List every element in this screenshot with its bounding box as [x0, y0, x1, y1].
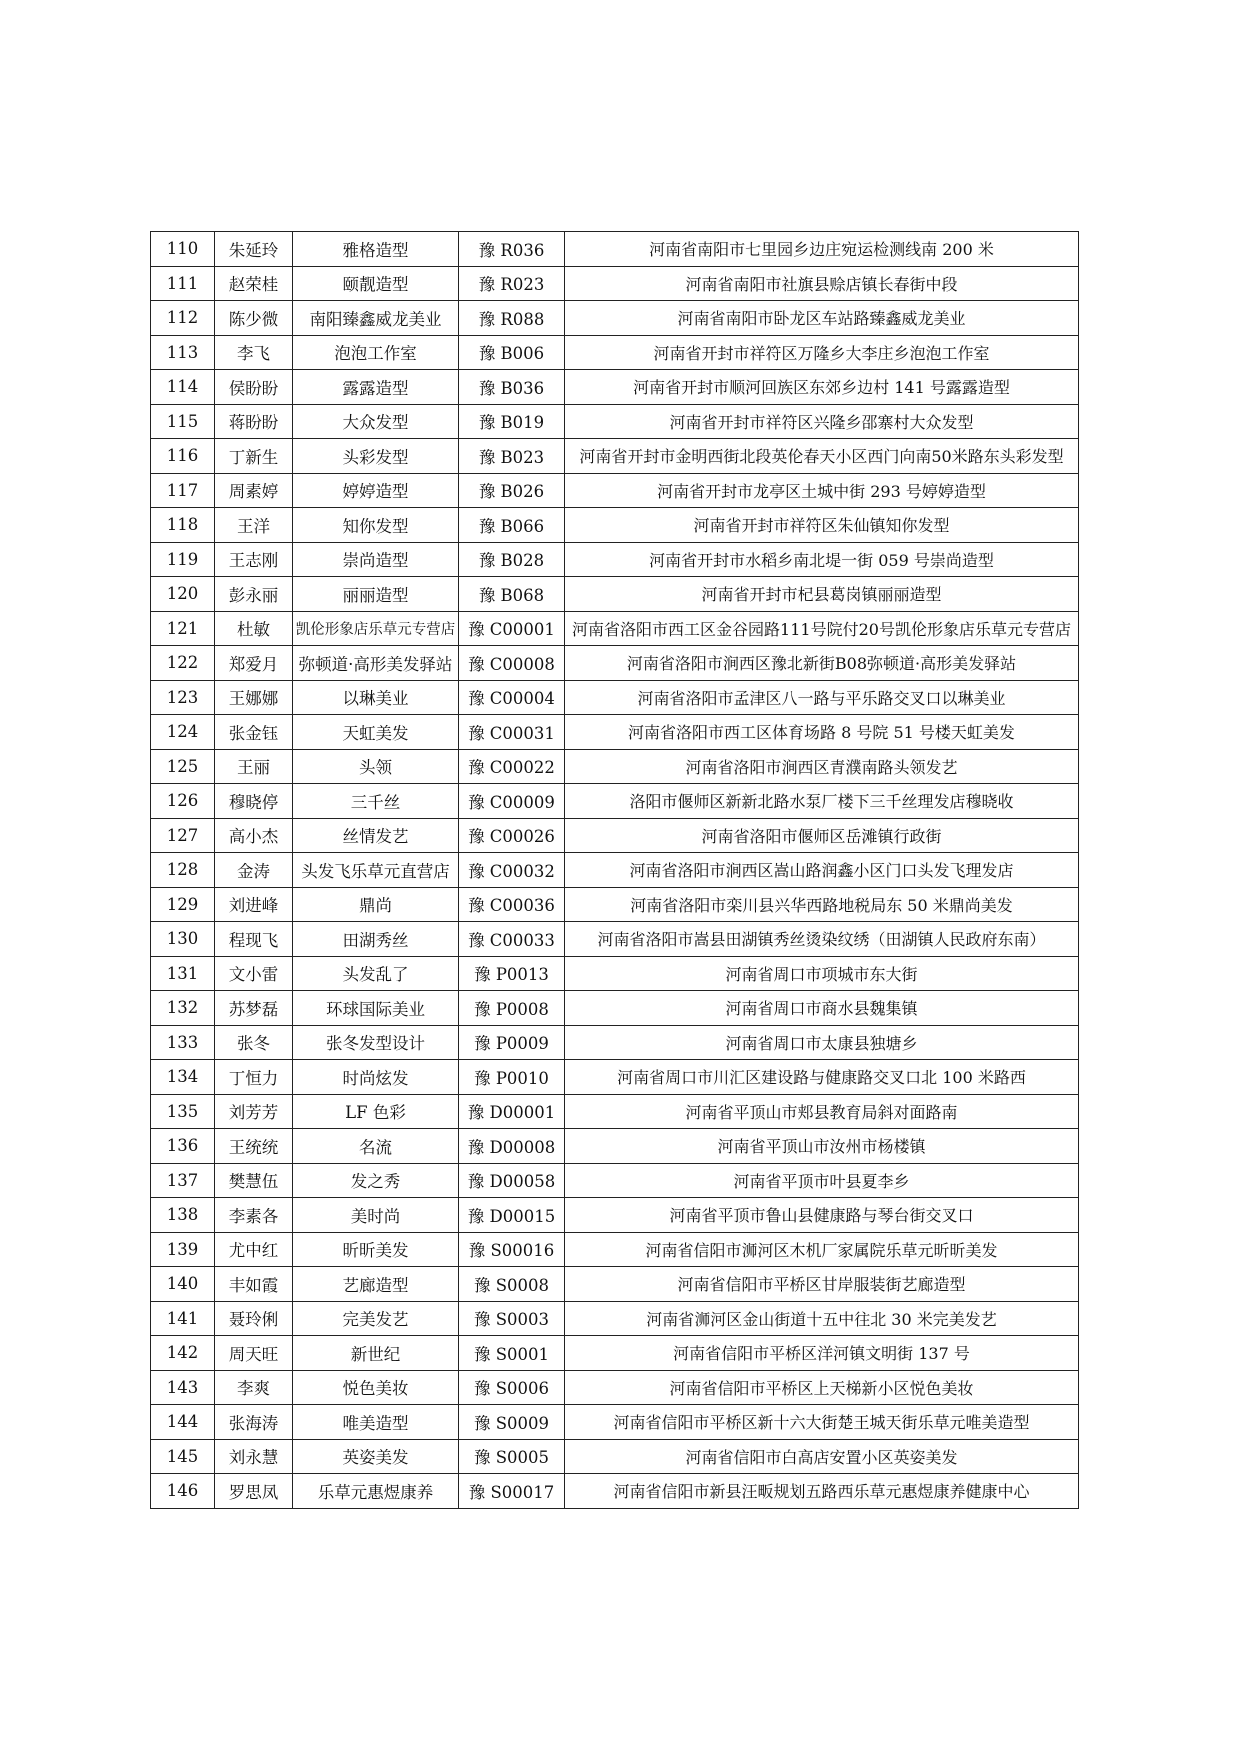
person-name-cell: 聂玲俐 [215, 1301, 293, 1336]
license-code-cell: 豫 B023 [459, 439, 565, 474]
row-number-cell: 135 [151, 1094, 215, 1129]
shop-name-cell: 三千丝 [293, 784, 459, 819]
shop-name-cell: 乐草元惠煜康养 [293, 1474, 459, 1509]
row-number-cell: 133 [151, 1025, 215, 1060]
shop-address-cell: 河南省洛阳市涧西区青濮南路头领发艺 [565, 749, 1079, 784]
shop-name-cell: 环球国际美业 [293, 991, 459, 1026]
shop-address-cell: 河南省洛阳市栾川县兴华西路地税局东 50 米鼎尚美发 [565, 887, 1079, 922]
license-code-cell: 豫 C00036 [459, 887, 565, 922]
table-row [151, 335, 1079, 370]
shop-name-cell: 美时尚 [293, 1198, 459, 1233]
license-code-cell: 豫 S00017 [459, 1474, 565, 1509]
table-row [151, 1094, 1079, 1129]
table-row [151, 1267, 1079, 1302]
shop-name-cell: 露露造型 [293, 370, 459, 405]
license-code-cell: 豫 S0001 [459, 1336, 565, 1371]
shop-address-cell: 河南省南阳市卧龙区车站路臻鑫威龙美业 [565, 301, 1079, 336]
table-row [151, 1336, 1079, 1371]
shop-name-cell: 弥顿道·高形美发驿站 [293, 646, 459, 681]
store-table [150, 231, 1079, 1509]
person-name-cell: 李素各 [215, 1198, 293, 1233]
shop-address-cell: 河南省周口市川汇区建设路与健康路交叉口北 100 米路西 [565, 1060, 1079, 1095]
person-name-cell: 李爽 [215, 1370, 293, 1405]
shop-name-cell: 丝情发艺 [293, 818, 459, 853]
person-name-cell: 周素婷 [215, 473, 293, 508]
row-number-cell: 111 [151, 266, 215, 301]
row-number-cell: 127 [151, 818, 215, 853]
shop-address-cell: 河南省开封市水稻乡南北堤一街 059 号崇尚造型 [565, 542, 1079, 577]
table-row [151, 1129, 1079, 1164]
person-name-cell: 郑爱月 [215, 646, 293, 681]
shop-address-cell: 河南省开封市祥符区兴隆乡邵寨村大众发型 [565, 404, 1079, 439]
row-number-cell: 129 [151, 887, 215, 922]
person-name-cell: 穆晓停 [215, 784, 293, 819]
table-row [151, 611, 1079, 646]
shop-address-cell: 河南省洛阳市西工区体育场路 8 号院 51 号楼天虹美发 [565, 715, 1079, 750]
shop-address-cell: 河南省开封市祥符区朱仙镇知你发型 [565, 508, 1079, 543]
shop-name-cell: 头彩发型 [293, 439, 459, 474]
license-code-cell: 豫 B028 [459, 542, 565, 577]
shop-name-cell: 田湖秀丝 [293, 922, 459, 957]
person-name-cell: 陈少微 [215, 301, 293, 336]
shop-name-cell: 悦色美妆 [293, 1370, 459, 1405]
shop-name-cell: 名流 [293, 1129, 459, 1164]
shop-address-cell: 河南省平顶市鲁山县健康路与琴台街交叉口 [565, 1198, 1079, 1233]
shop-address-cell: 河南省信阳市平桥区洋河镇文明街 137 号 [565, 1336, 1079, 1371]
license-code-cell: 豫 R036 [459, 232, 565, 267]
person-name-cell: 赵荣桂 [215, 266, 293, 301]
table-row [151, 1301, 1079, 1336]
row-number-cell: 130 [151, 922, 215, 957]
shop-name-cell: 头发飞乐草元直营店 [293, 853, 459, 888]
shop-name-cell: 时尚炫发 [293, 1060, 459, 1095]
license-code-cell: 豫 S0005 [459, 1439, 565, 1474]
person-name-cell: 刘进峰 [215, 887, 293, 922]
table-row [151, 508, 1079, 543]
table-row [151, 991, 1079, 1026]
license-code-cell: 豫 C00031 [459, 715, 565, 750]
shop-name-cell: 南阳臻鑫威龙美业 [293, 301, 459, 336]
table-row [151, 301, 1079, 336]
license-code-cell: 豫 S0009 [459, 1405, 565, 1440]
shop-address-cell: 河南省信阳市平桥区甘岸服装街艺廊造型 [565, 1267, 1079, 1302]
person-name-cell: 彭永丽 [215, 577, 293, 612]
shop-address-cell: 河南省开封市祥符区万隆乡大李庄乡泡泡工作室 [565, 335, 1079, 370]
license-code-cell: 豫 D00015 [459, 1198, 565, 1233]
table-row [151, 1060, 1079, 1095]
table-row [151, 887, 1079, 922]
shop-address-cell: 河南省开封市杞县葛岗镇丽丽造型 [565, 577, 1079, 612]
person-name-cell: 蒋盼盼 [215, 404, 293, 439]
shop-name-cell: 新世纪 [293, 1336, 459, 1371]
table-row [151, 266, 1079, 301]
row-number-cell: 144 [151, 1405, 215, 1440]
row-number-cell: 120 [151, 577, 215, 612]
shop-name-cell: 昕昕美发 [293, 1232, 459, 1267]
license-code-cell: 豫 D00001 [459, 1094, 565, 1129]
row-number-cell: 124 [151, 715, 215, 750]
table-row [151, 542, 1079, 577]
row-number-cell: 121 [151, 611, 215, 646]
person-name-cell: 丰如霞 [215, 1267, 293, 1302]
row-number-cell: 114 [151, 370, 215, 405]
row-number-cell: 136 [151, 1129, 215, 1164]
license-code-cell: 豫 P0008 [459, 991, 565, 1026]
shop-address-cell: 河南省南阳市七里园乡边庄宛运检测线南 200 米 [565, 232, 1079, 267]
row-number-cell: 137 [151, 1163, 215, 1198]
row-number-cell: 125 [151, 749, 215, 784]
license-code-cell: 豫 S0008 [459, 1267, 565, 1302]
shop-name-cell: 头发乱了 [293, 956, 459, 991]
table-row [151, 853, 1079, 888]
shop-address-cell: 河南省开封市顺河回族区东郊乡边村 141 号露露造型 [565, 370, 1079, 405]
person-name-cell: 张金钰 [215, 715, 293, 750]
shop-name-cell: 头领 [293, 749, 459, 784]
person-name-cell: 杜敏 [215, 611, 293, 646]
table-row [151, 956, 1079, 991]
row-number-cell: 138 [151, 1198, 215, 1233]
table-row [151, 1025, 1079, 1060]
shop-address-cell: 河南省洛阳市涧西区豫北新街B08弥顿道·高形美发驿站 [565, 646, 1079, 681]
shop-address-cell: 河南省信阳市浉河区木机厂家属院乐草元昕昕美发 [565, 1232, 1079, 1267]
row-number-cell: 112 [151, 301, 215, 336]
person-name-cell: 丁恒力 [215, 1060, 293, 1095]
license-code-cell: 豫 R023 [459, 266, 565, 301]
person-name-cell: 文小雷 [215, 956, 293, 991]
row-number-cell: 131 [151, 956, 215, 991]
shop-name-cell: 完美发艺 [293, 1301, 459, 1336]
shop-name-cell: 唯美造型 [293, 1405, 459, 1440]
shop-address-cell: 河南省洛阳市孟津区八一路与平乐路交叉口以琳美业 [565, 680, 1079, 715]
table-row [151, 1474, 1079, 1509]
shop-name-cell: 艺廊造型 [293, 1267, 459, 1302]
person-name-cell: 侯盼盼 [215, 370, 293, 405]
row-number-cell: 122 [151, 646, 215, 681]
person-name-cell: 刘芳芳 [215, 1094, 293, 1129]
shop-name-cell: 丽丽造型 [293, 577, 459, 612]
person-name-cell: 王志刚 [215, 542, 293, 577]
person-name-cell: 高小杰 [215, 818, 293, 853]
license-code-cell: 豫 S0003 [459, 1301, 565, 1336]
license-code-cell: 豫 S0006 [459, 1370, 565, 1405]
shop-name-cell: 英姿美发 [293, 1439, 459, 1474]
shop-name-cell: 颐靓造型 [293, 266, 459, 301]
shop-name-cell: 天虹美发 [293, 715, 459, 750]
row-number-cell: 139 [151, 1232, 215, 1267]
table-row [151, 715, 1079, 750]
shop-name-cell: 泡泡工作室 [293, 335, 459, 370]
license-code-cell: 豫 C00009 [459, 784, 565, 819]
shop-address-cell: 河南省浉河区金山街道十五中往北 30 米完美发艺 [565, 1301, 1079, 1336]
shop-address-cell: 河南省周口市项城市东大街 [565, 956, 1079, 991]
license-code-cell: 豫 C00001 [459, 611, 565, 646]
license-code-cell: 豫 D00058 [459, 1163, 565, 1198]
row-number-cell: 141 [151, 1301, 215, 1336]
person-name-cell: 王娜娜 [215, 680, 293, 715]
shop-address-cell: 河南省平顶市叶县夏李乡 [565, 1163, 1079, 1198]
table-row [151, 784, 1079, 819]
shop-name-cell: 婷婷造型 [293, 473, 459, 508]
person-name-cell: 王统统 [215, 1129, 293, 1164]
store-table-body [151, 232, 1079, 1509]
row-number-cell: 142 [151, 1336, 215, 1371]
shop-address-cell: 河南省周口市商水县魏集镇 [565, 991, 1079, 1026]
license-code-cell: 豫 B019 [459, 404, 565, 439]
row-number-cell: 128 [151, 853, 215, 888]
table-row [151, 439, 1079, 474]
row-number-cell: 117 [151, 473, 215, 508]
table-row [151, 1232, 1079, 1267]
shop-address-cell: 河南省周口市太康县独塘乡 [565, 1025, 1079, 1060]
row-number-cell: 123 [151, 680, 215, 715]
shop-name-cell: 以琳美业 [293, 680, 459, 715]
table-row [151, 577, 1079, 612]
person-name-cell: 尤中红 [215, 1232, 293, 1267]
table-row [151, 1198, 1079, 1233]
row-number-cell: 119 [151, 542, 215, 577]
shop-address-cell: 河南省平顶山市汝州市杨楼镇 [565, 1129, 1079, 1164]
license-code-cell: 豫 S00016 [459, 1232, 565, 1267]
shop-address-cell: 河南省信阳市平桥区上天梯新小区悦色美妆 [565, 1370, 1079, 1405]
table-row [151, 1405, 1079, 1440]
person-name-cell: 张海涛 [215, 1405, 293, 1440]
person-name-cell: 李飞 [215, 335, 293, 370]
person-name-cell: 王洋 [215, 508, 293, 543]
shop-address-cell: 洛阳市偃师区新新北路水泵厂楼下三千丝理发店穆晓收 [565, 784, 1079, 819]
row-number-cell: 113 [151, 335, 215, 370]
shop-address-cell: 河南省信阳市平桥区新十六大街楚王城天街乐草元唯美造型 [565, 1405, 1079, 1440]
shop-name-cell: 发之秀 [293, 1163, 459, 1198]
table-row [151, 922, 1079, 957]
row-number-cell: 126 [151, 784, 215, 819]
shop-address-cell: 河南省开封市金明西街北段英伦春天小区西门向南50米路东头彩发型 [565, 439, 1079, 474]
shop-name-cell: 雅格造型 [293, 232, 459, 267]
table-row [151, 680, 1079, 715]
row-number-cell: 143 [151, 1370, 215, 1405]
row-number-cell: 140 [151, 1267, 215, 1302]
shop-name-cell: LF 色彩 [293, 1094, 459, 1129]
shop-address-cell: 河南省洛阳市嵩县田湖镇秀丝烫染纹绣（田湖镇人民政府东南） [565, 922, 1079, 957]
license-code-cell: 豫 P0010 [459, 1060, 565, 1095]
license-code-cell: 豫 P0013 [459, 956, 565, 991]
license-code-cell: 豫 R088 [459, 301, 565, 336]
person-name-cell: 刘永慧 [215, 1439, 293, 1474]
row-number-cell: 115 [151, 404, 215, 439]
shop-name-cell: 大众发型 [293, 404, 459, 439]
license-code-cell: 豫 C00008 [459, 646, 565, 681]
shop-name-cell: 鼎尚 [293, 887, 459, 922]
table-row [151, 404, 1079, 439]
row-number-cell: 116 [151, 439, 215, 474]
table-row [151, 1439, 1079, 1474]
row-number-cell: 146 [151, 1474, 215, 1509]
license-code-cell: 豫 B006 [459, 335, 565, 370]
shop-address-cell: 河南省信阳市新县汪畈规划五路西乐草元惠煜康养健康中心 [565, 1474, 1079, 1509]
license-code-cell: 豫 B066 [459, 508, 565, 543]
license-code-cell: 豫 B026 [459, 473, 565, 508]
table-row [151, 646, 1079, 681]
table-row [151, 1370, 1079, 1405]
shop-address-cell: 河南省洛阳市西工区金谷园路111号院付20号凯伦形象店乐草元专营店 [565, 611, 1079, 646]
table-row [151, 232, 1079, 267]
license-code-cell: 豫 C00032 [459, 853, 565, 888]
license-code-cell: 豫 B068 [459, 577, 565, 612]
person-name-cell: 张冬 [215, 1025, 293, 1060]
person-name-cell: 金涛 [215, 853, 293, 888]
shop-name-cell: 知你发型 [293, 508, 459, 543]
shop-address-cell: 河南省洛阳市偃师区岳滩镇行政街 [565, 818, 1079, 853]
license-code-cell: 豫 C00033 [459, 922, 565, 957]
table-row [151, 749, 1079, 784]
license-code-cell: 豫 B036 [459, 370, 565, 405]
row-number-cell: 145 [151, 1439, 215, 1474]
person-name-cell: 丁新生 [215, 439, 293, 474]
shop-address-cell: 河南省南阳市社旗县赊店镇长春街中段 [565, 266, 1079, 301]
row-number-cell: 134 [151, 1060, 215, 1095]
row-number-cell: 110 [151, 232, 215, 267]
person-name-cell: 程现飞 [215, 922, 293, 957]
shop-address-cell: 河南省洛阳市涧西区嵩山路润鑫小区门口头发飞理发店 [565, 853, 1079, 888]
row-number-cell: 118 [151, 508, 215, 543]
shop-name-cell: 凯伦形象店乐草元专营店 [293, 611, 459, 646]
license-code-cell: 豫 C00026 [459, 818, 565, 853]
table-row [151, 818, 1079, 853]
person-name-cell: 苏梦磊 [215, 991, 293, 1026]
license-code-cell: 豫 C00022 [459, 749, 565, 784]
shop-name-cell: 张冬发型设计 [293, 1025, 459, 1060]
license-code-cell: 豫 P0009 [459, 1025, 565, 1060]
person-name-cell: 周天旺 [215, 1336, 293, 1371]
table-row [151, 370, 1079, 405]
row-number-cell: 132 [151, 991, 215, 1026]
person-name-cell: 樊慧伍 [215, 1163, 293, 1198]
table-row [151, 473, 1079, 508]
person-name-cell: 朱延玲 [215, 232, 293, 267]
shop-address-cell: 河南省信阳市白高店安置小区英姿美发 [565, 1439, 1079, 1474]
person-name-cell: 罗思凤 [215, 1474, 293, 1509]
shop-address-cell: 河南省开封市龙亭区土城中街 293 号婷婷造型 [565, 473, 1079, 508]
table-row [151, 1163, 1079, 1198]
license-code-cell: 豫 D00008 [459, 1129, 565, 1164]
shop-name-cell: 崇尚造型 [293, 542, 459, 577]
person-name-cell: 王丽 [215, 749, 293, 784]
shop-address-cell: 河南省平顶山市郏县教育局斜对面路南 [565, 1094, 1079, 1129]
license-code-cell: 豫 C00004 [459, 680, 565, 715]
